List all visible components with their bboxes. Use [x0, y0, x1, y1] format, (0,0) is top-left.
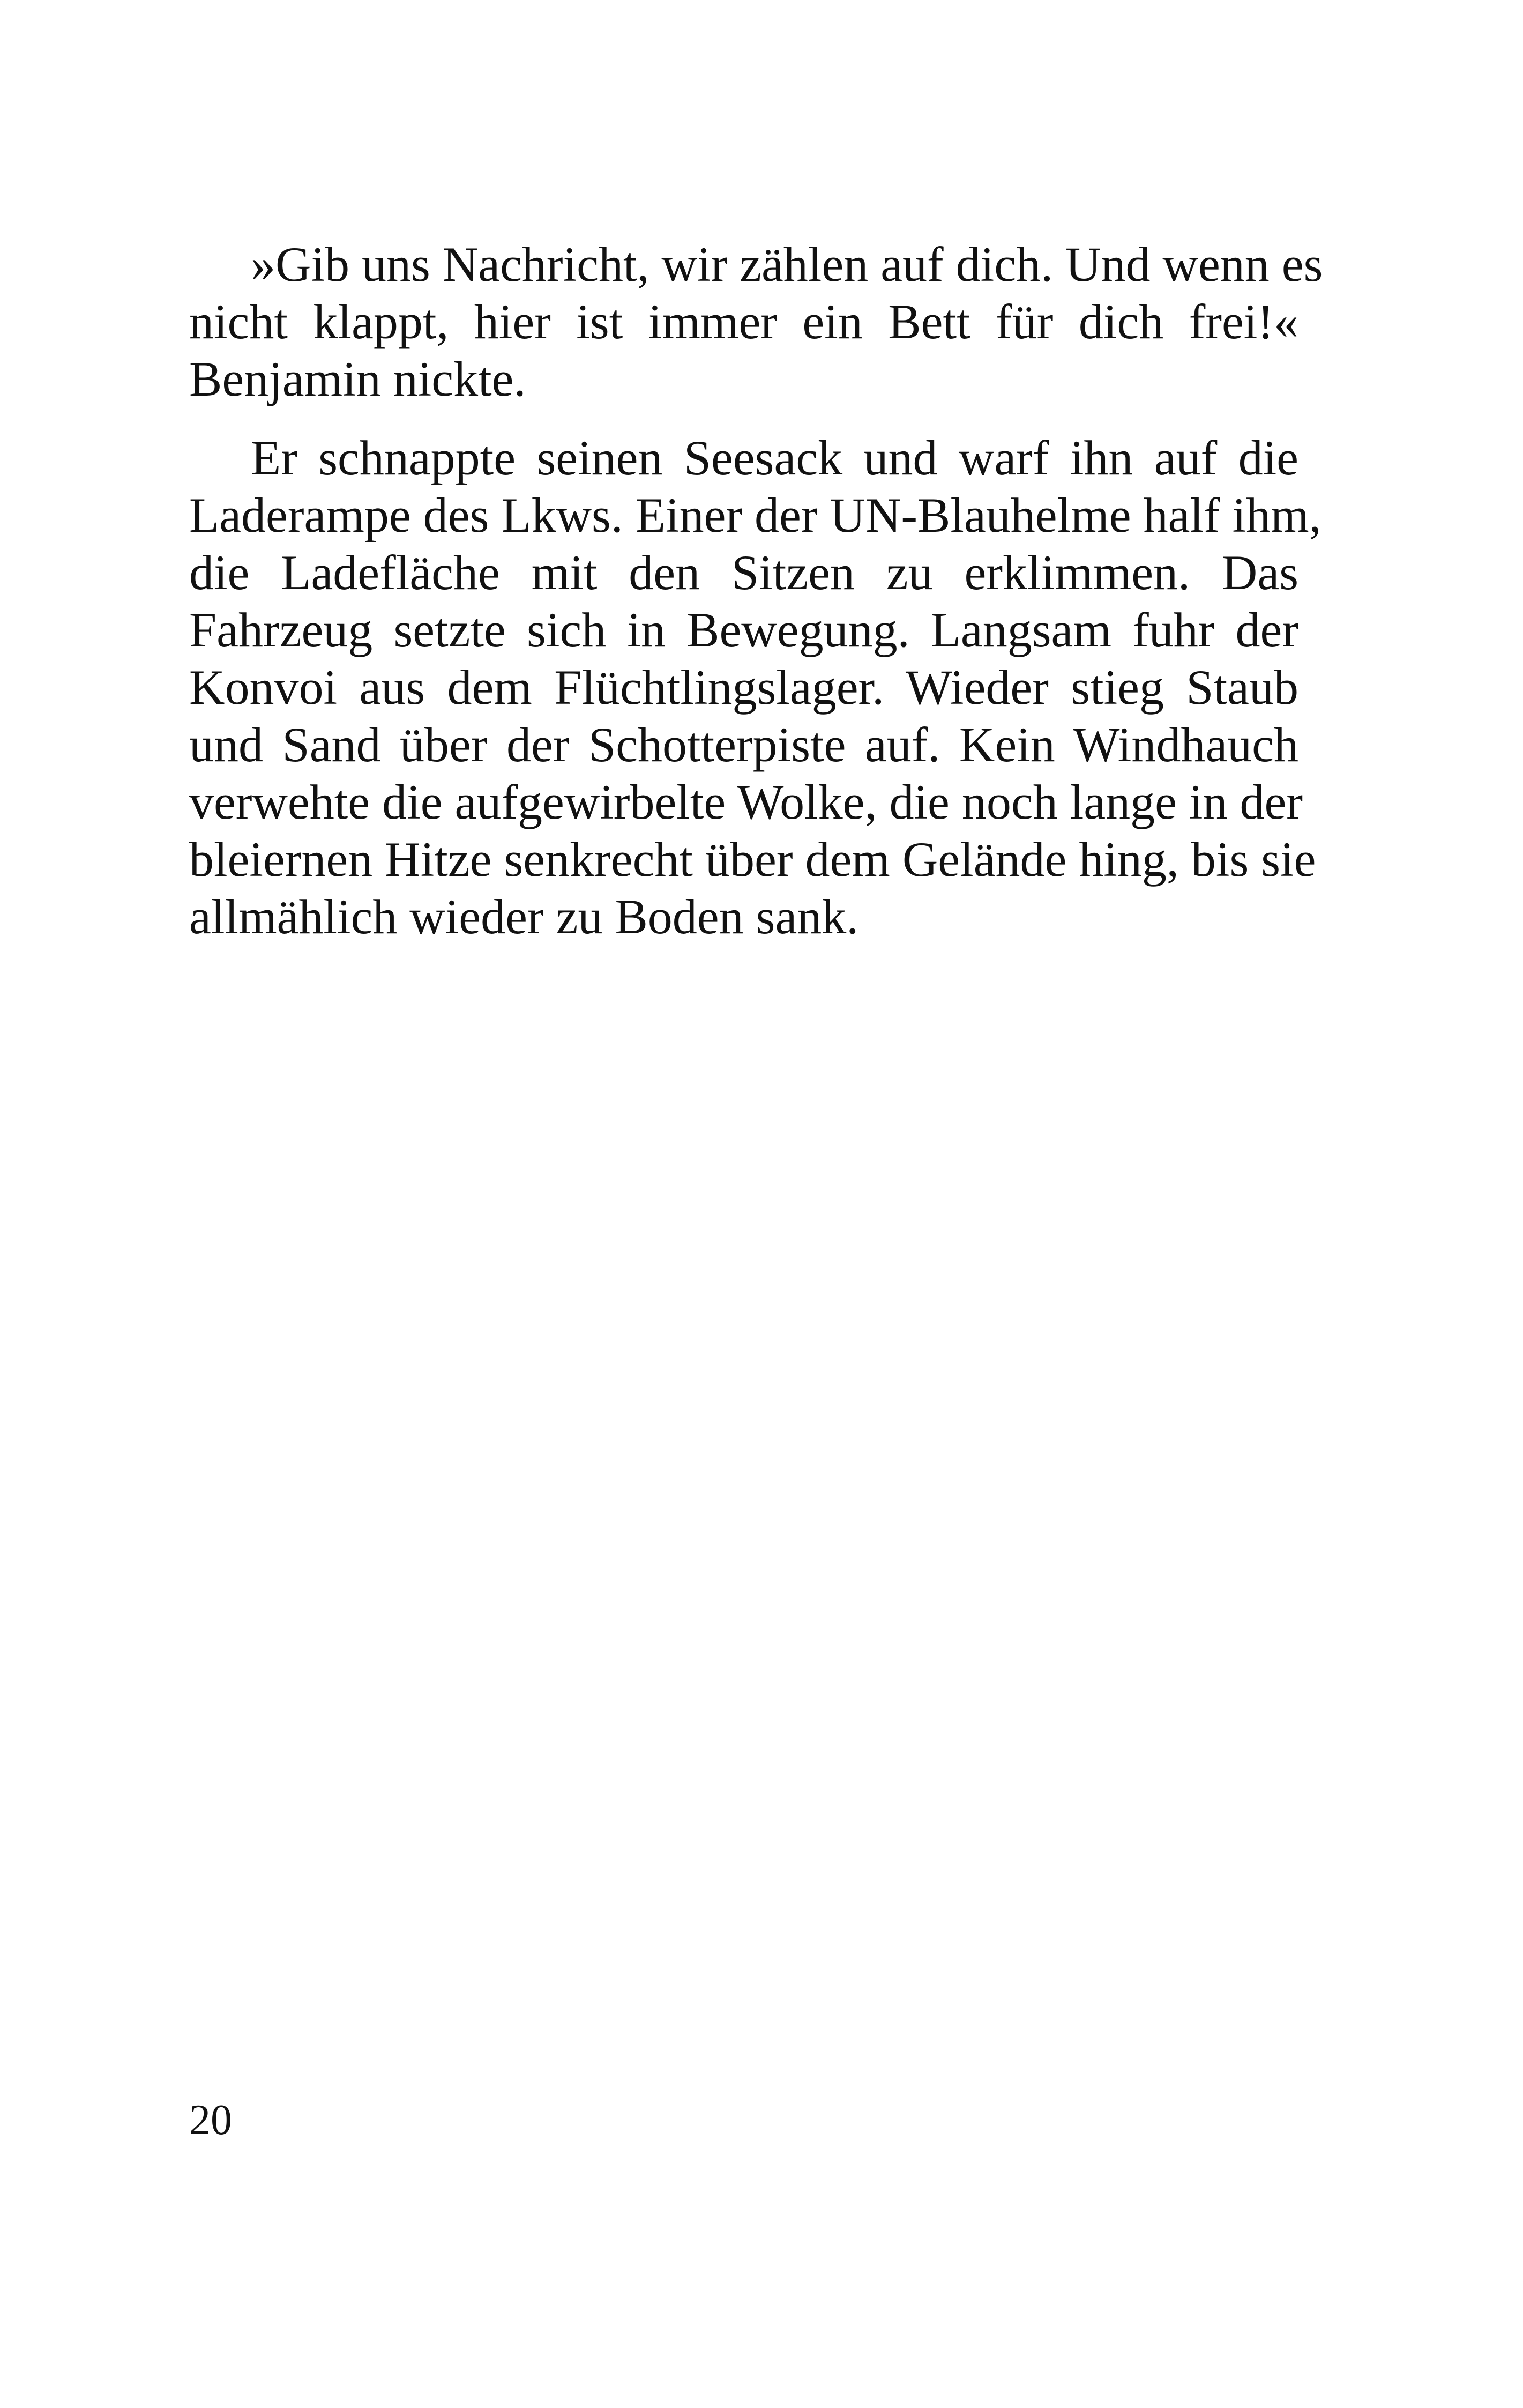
paragraph-2-line-9: allmählich wieder zu Boden sank.: [189, 889, 859, 944]
paragraph-2-line-6: und Sand über der Schotterpiste auf. Kein Windhauch: [189, 717, 1298, 772]
paragraph-2-line-7: verwehte die aufgewirbelte Wolke, die noch lange in der: [189, 775, 1303, 829]
body-text: [189, 236, 1323, 946]
paragraph-2-line-2: Laderampe des Lkws. Einer der UN-Blauhelme half ihm,: [189, 488, 1322, 542]
paragraph-2-line-3: die Ladefläche mit den Sitzen zu erklimmen. Das: [189, 545, 1298, 600]
paragraph-1: [189, 236, 1323, 408]
paragraph-1-line-1: »Gib uns Nachricht, wir zählen auf dich. Und wenn es: [251, 237, 1323, 292]
paragraph-2-line-8: bleiernen Hitze senkrecht über dem Gelände hing, bis sie: [189, 832, 1316, 887]
paragraph-2: [189, 429, 1322, 946]
page-number: 20: [189, 2097, 232, 2144]
paragraph-2-line-5: Konvoi aus dem Flüchtlingslager. Wieder stieg Staub: [189, 660, 1298, 715]
paragraph-2-line-4: Fahrzeug setzte sich in Bewegung. Langsam fuhr der: [189, 603, 1298, 657]
paragraph-1-line-3: Benjamin nickte.: [189, 352, 526, 406]
paragraph-2-line-1: Er schnappte seinen Seesack und warf ihn auf die: [251, 430, 1298, 485]
paragraph-1-line-2: nicht klappt, hier ist immer ein Bett für dich frei!«: [189, 294, 1298, 349]
